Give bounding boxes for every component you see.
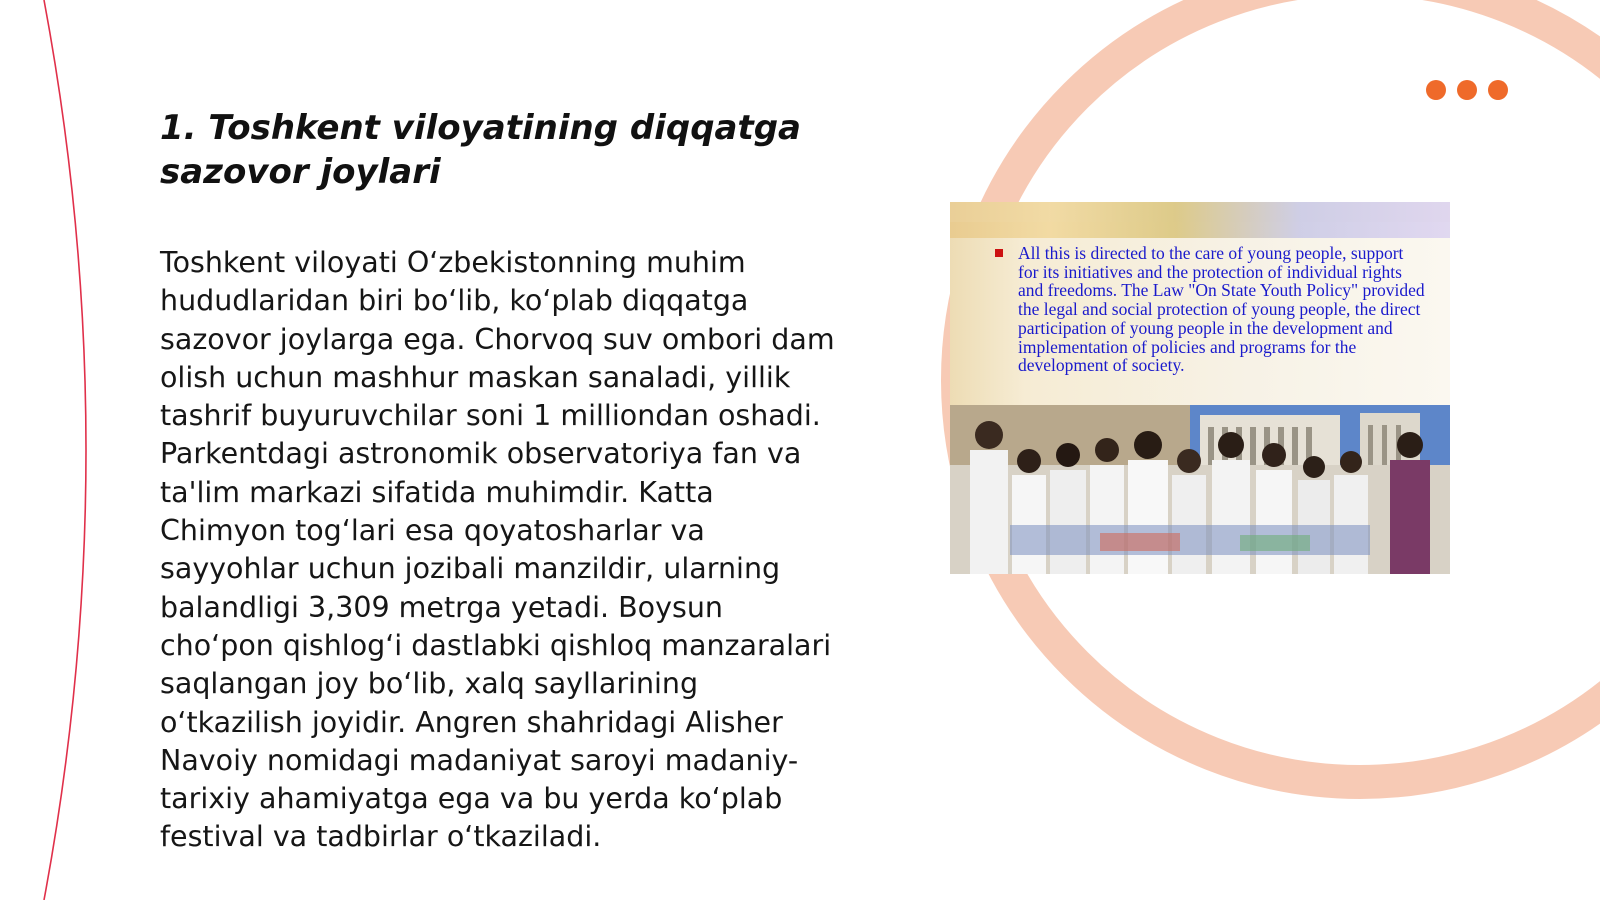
slide-image xyxy=(950,202,1450,574)
left-arc-line xyxy=(44,0,86,900)
slide-body-text: Toshkent viloyati O‘zbekistonning muhim hududlaridan biri bo‘lib, ko‘plab diqqatga sazovor joylarga ega. Chorvoq suv ombori dam olish uchun mashhur maskan sanaladi, yillik tashrif buyuruvchilar soni 1 milliondan oshadi. Parkentdagi astronomik observatoriya fan va ta'lim markazi sifatida muhimdir. Katta Chimyon tog‘lari esa qoyatosharlar va sayyohlar uchun jozibali manzildir, ularning balandligi 3,309 metrga yetadi. Boysun cho‘pon qishlog‘i dastlabki qishloq manzaralari saqlangan joy bo‘lib, xalq sayllarining o‘tkazilish joyidir. Angren shahridagi Alisher Navoiy nomidagi madaniyat saroyi madaniy-tarixiy ahamiyatga ega va bu yerda ko‘plab festival va tadbirlar o‘tkaziladi. xyxy=(160,246,835,854)
bullet-square-icon xyxy=(995,249,1003,257)
dot xyxy=(1426,80,1446,100)
dot xyxy=(1457,80,1477,100)
image-caption-text: All this is directed to the care of young people, support for its initiatives and the protection of individual rights and freedoms. The Law "On State Youth Policy" provided the legal and social protection of young people, the direct participation of young people in the development and implementation of policies and programs for the development of society. xyxy=(1018,243,1425,376)
more-dots-icon xyxy=(1426,80,1508,100)
group-photo xyxy=(950,405,1450,574)
slide-title: 1. Toshkent viloyatining diqqatga sazovor joylari xyxy=(160,108,802,192)
dot xyxy=(1488,80,1508,100)
image-banner xyxy=(950,202,1450,238)
